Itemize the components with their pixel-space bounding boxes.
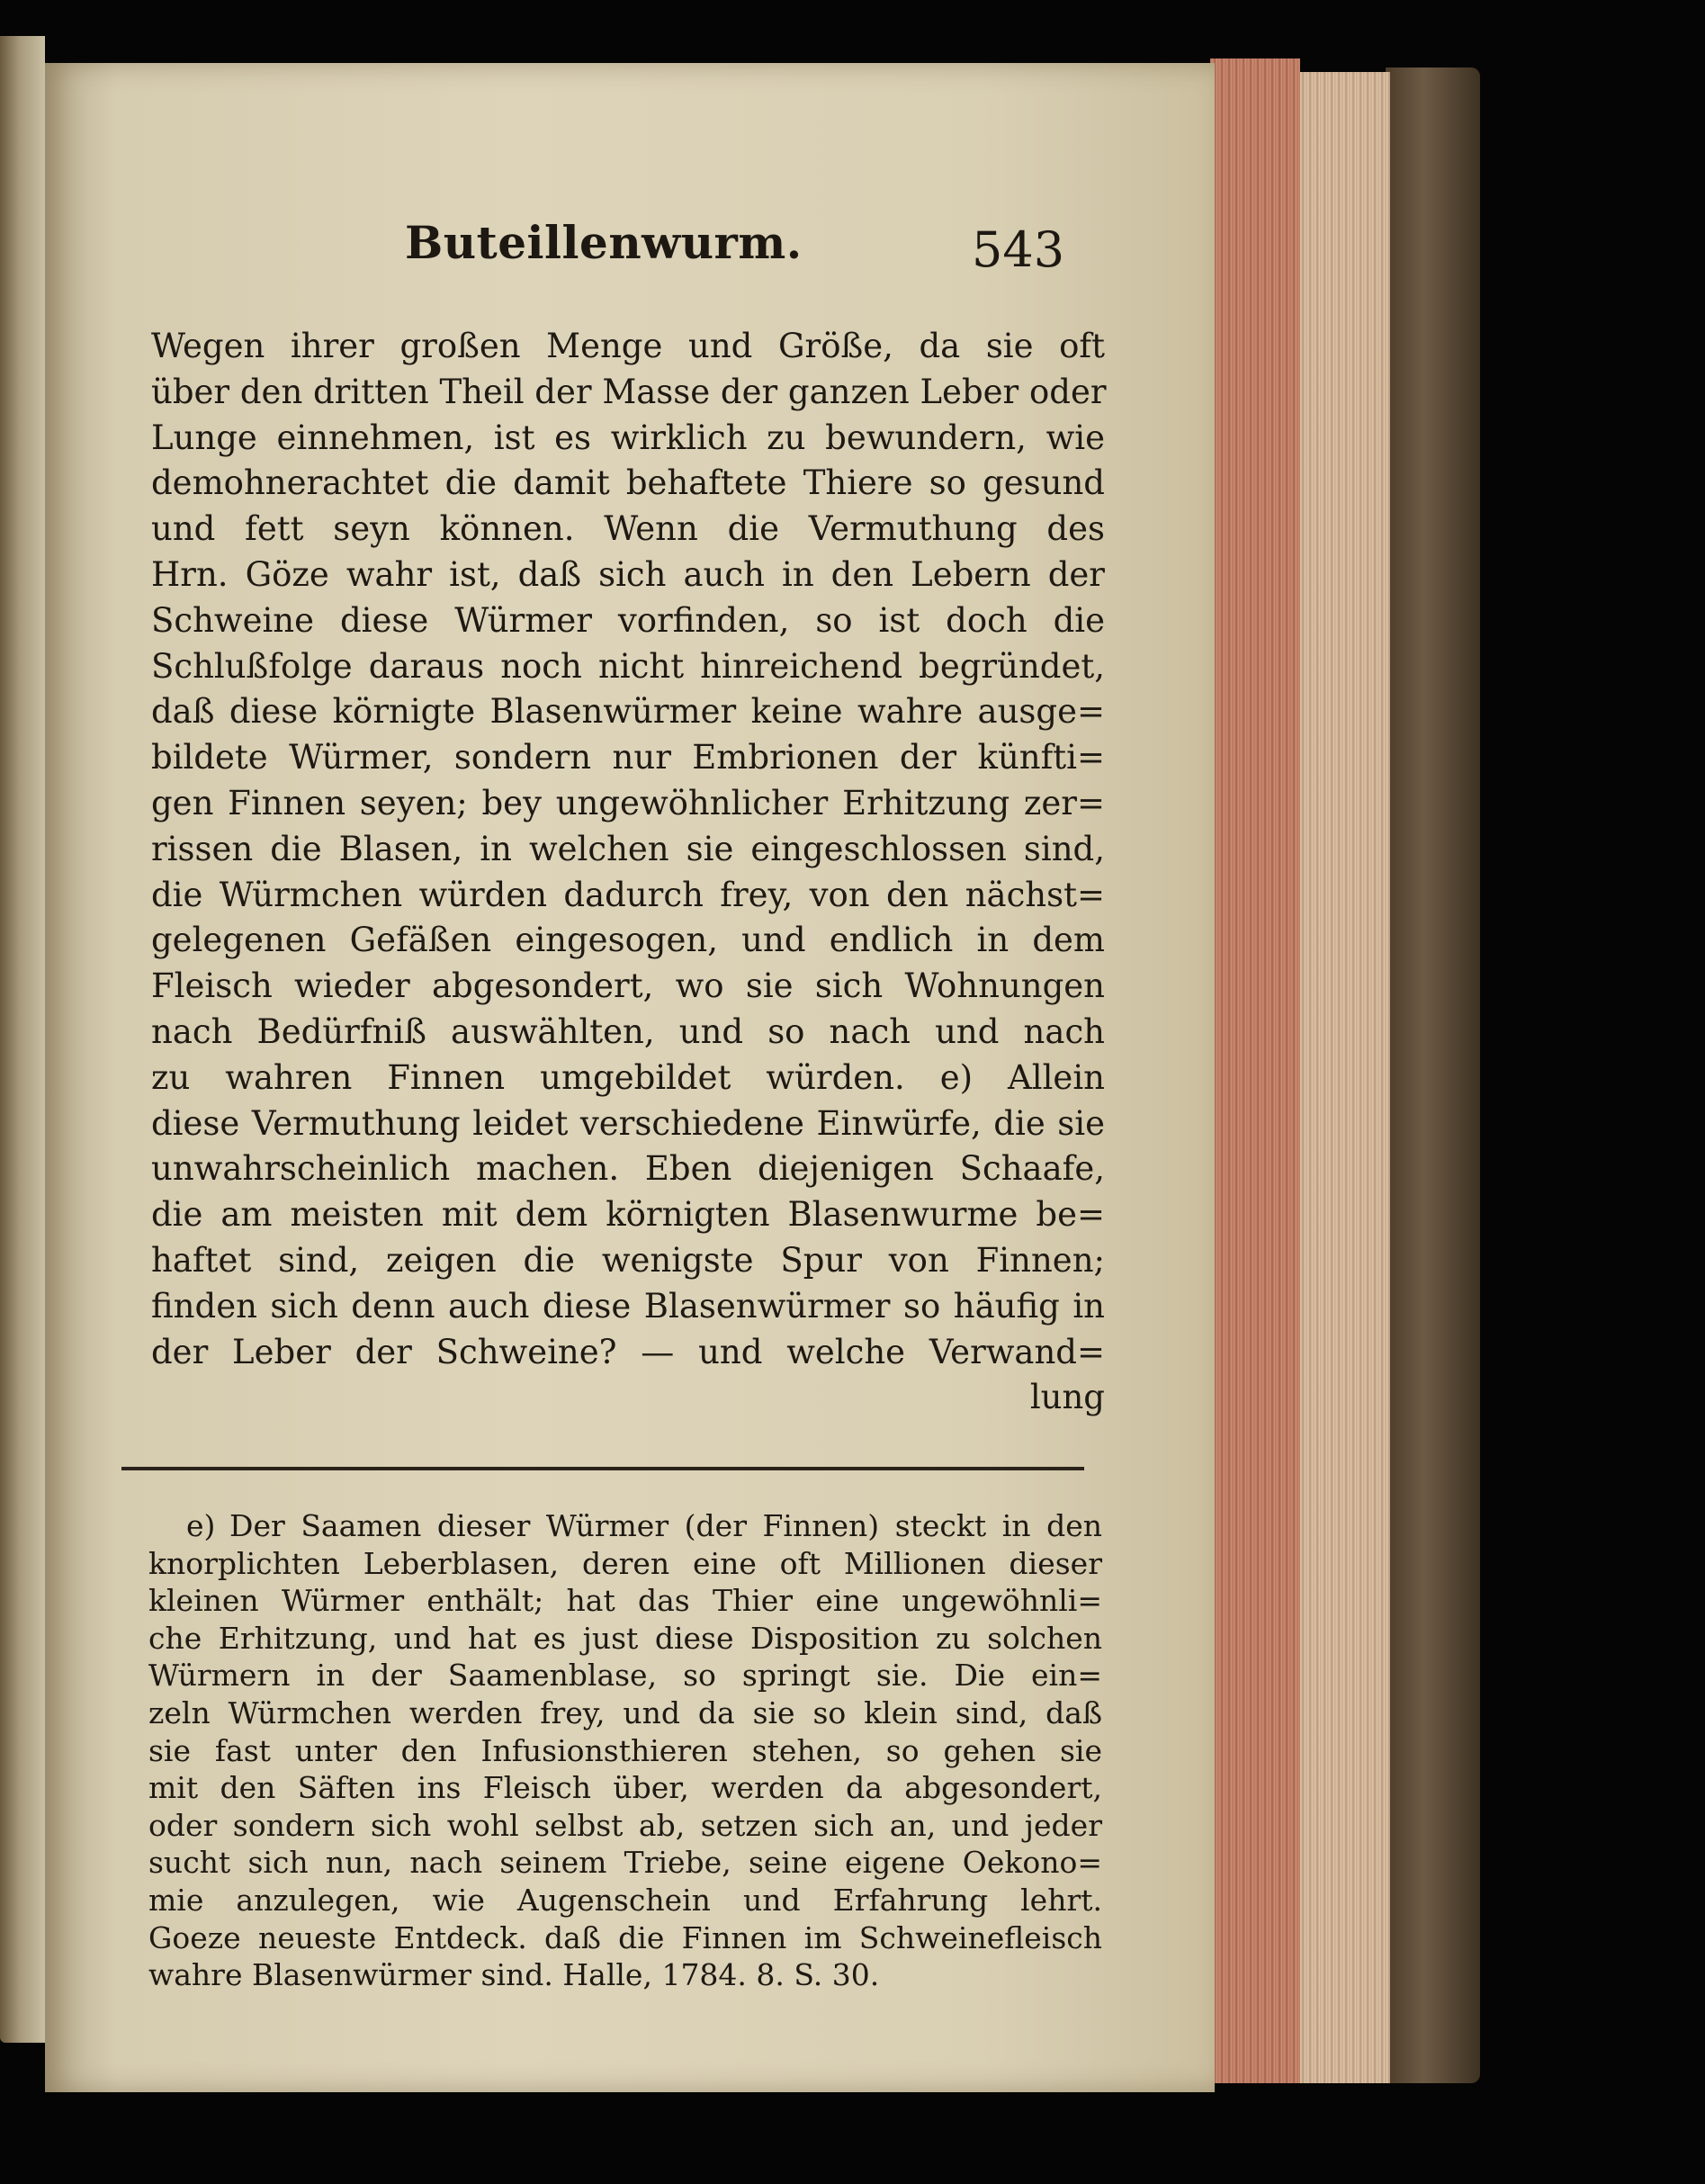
body-line: nach Bedürfniß auswählten, und so nach und nach — [151, 1011, 1105, 1051]
body-line: finden sich denn auch diese Blasenwürmer so häufig in — [151, 1286, 1105, 1326]
footnote-line: Goeze neueste Entdeck. daß die Finnen im Schweinefleisch — [148, 1919, 1102, 1955]
body-line: Schlußfolge daraus noch nicht hinreichend begründet, — [151, 646, 1105, 686]
body-line: über den dritten Theil der Masse der ganzen Leber oder — [151, 372, 1107, 411]
body-line: diese Vermuthung leidet verschiedene Einwürfe, die sie — [151, 1103, 1105, 1143]
red-page-edges — [1210, 58, 1300, 2083]
footnote-line: Würmern in der Saamenblase, so springt sie. Die ein= — [148, 1658, 1102, 1694]
body-line: bildete Würmer, sondern nur Embrionen der künfti= — [151, 738, 1105, 777]
footnote-line: che Erhitzung, und hat es just diese Disposition zu solchen — [148, 1620, 1102, 1656]
footnote — [148, 1507, 1102, 1994]
footnote-line: kleinen Würmer enthält; hat das Thier eine ungewöhnli= — [148, 1583, 1102, 1619]
footnote-rule — [121, 1467, 1084, 1470]
footnote-line: sucht sich nun, nach seinem Triebe, seine eigene Oekono= — [148, 1845, 1102, 1881]
page-block-edges — [1291, 72, 1390, 2083]
footnote-marker: e) — [186, 1508, 216, 1543]
book-page — [45, 63, 1215, 2092]
footnote-line: wahre Blasenwürmer sind. Halle, 1784. 8. S. 30. — [148, 1957, 880, 1993]
body-line: gen Finnen seyen; bey ungewöhnlicher Erhitzung zer= — [151, 783, 1105, 822]
body-line: demohnerachtet die damit behaftete Thiere so gesund — [151, 463, 1105, 503]
body-line: Wegen ihrer großen Menge und Größe, da sie oft — [151, 327, 1105, 365]
body-line: der Leber der Schweine? — und welche Verwand= — [151, 1332, 1105, 1371]
body-line: Hrn. Göze wahr ist, daß sich auch in den Lebern der — [151, 554, 1105, 594]
book-cover — [1386, 67, 1480, 2083]
footnote-line: Der Saamen dieser Würmer (der Finnen) steckt in den — [229, 1508, 1102, 1543]
body-line: unwahrscheinlich machen. Eben diejenigen Schaafe, — [151, 1149, 1105, 1189]
body-line: Fleisch wieder abgesondert, wo sie sich Wohnungen — [151, 966, 1105, 1006]
body-line: gelegenen Gefäßen eingesogen, und endlich in dem — [151, 921, 1105, 960]
footnote-line: sie fast unter den Infusionsthieren stehen, so gehen sie — [148, 1732, 1102, 1768]
body-line: die Würmchen würden dadurch frey, von den nächst= — [151, 875, 1105, 914]
body-line: die am meisten mit dem körnigten Blasenwurme be= — [151, 1195, 1105, 1235]
catchword: lung — [1029, 1378, 1105, 1417]
footnote-line: oder sondern sich wohl selbst ab, setzen sich an, und jeder — [148, 1807, 1102, 1843]
running-head: Buteillenwurm. — [405, 216, 803, 269]
body-line: Lunge einnehmen, ist es wirklich zu bewundern, wie — [151, 418, 1105, 457]
body-line: und fett seyn können. Wenn die Vermuthung des — [151, 509, 1105, 549]
body-text — [151, 324, 1105, 1421]
page-header — [45, 216, 1210, 297]
page-number: 543 — [972, 221, 1065, 278]
left-page-edge — [0, 36, 45, 2043]
footnote-line: mit den Säften ins Fleisch über, werden da abgesondert, — [148, 1770, 1102, 1806]
body-line: zu wahren Finnen umgebildet würden. e) Allein — [151, 1057, 1105, 1097]
body-line: haftet sind, zeigen die wenigste Spur von Finnen; — [151, 1240, 1105, 1280]
footnote-line: mie anzulegen, wie Augenschein und Erfahrung lehrt. — [148, 1882, 1102, 1918]
body-line: rissen die Blasen, in welchen sie eingeschlossen sind, — [151, 829, 1105, 868]
body-line: daß diese körnigte Blasenwürmer keine wahre ausge= — [151, 692, 1105, 732]
footnote-line: zeln Würmchen werden frey, und da sie so klein sind, daß — [148, 1694, 1102, 1730]
footnote-line: knorplichten Leberblasen, deren eine oft Millionen dieser — [148, 1545, 1102, 1581]
body-line: Schweine diese Würmer vorfinden, so ist doch die — [151, 600, 1105, 640]
